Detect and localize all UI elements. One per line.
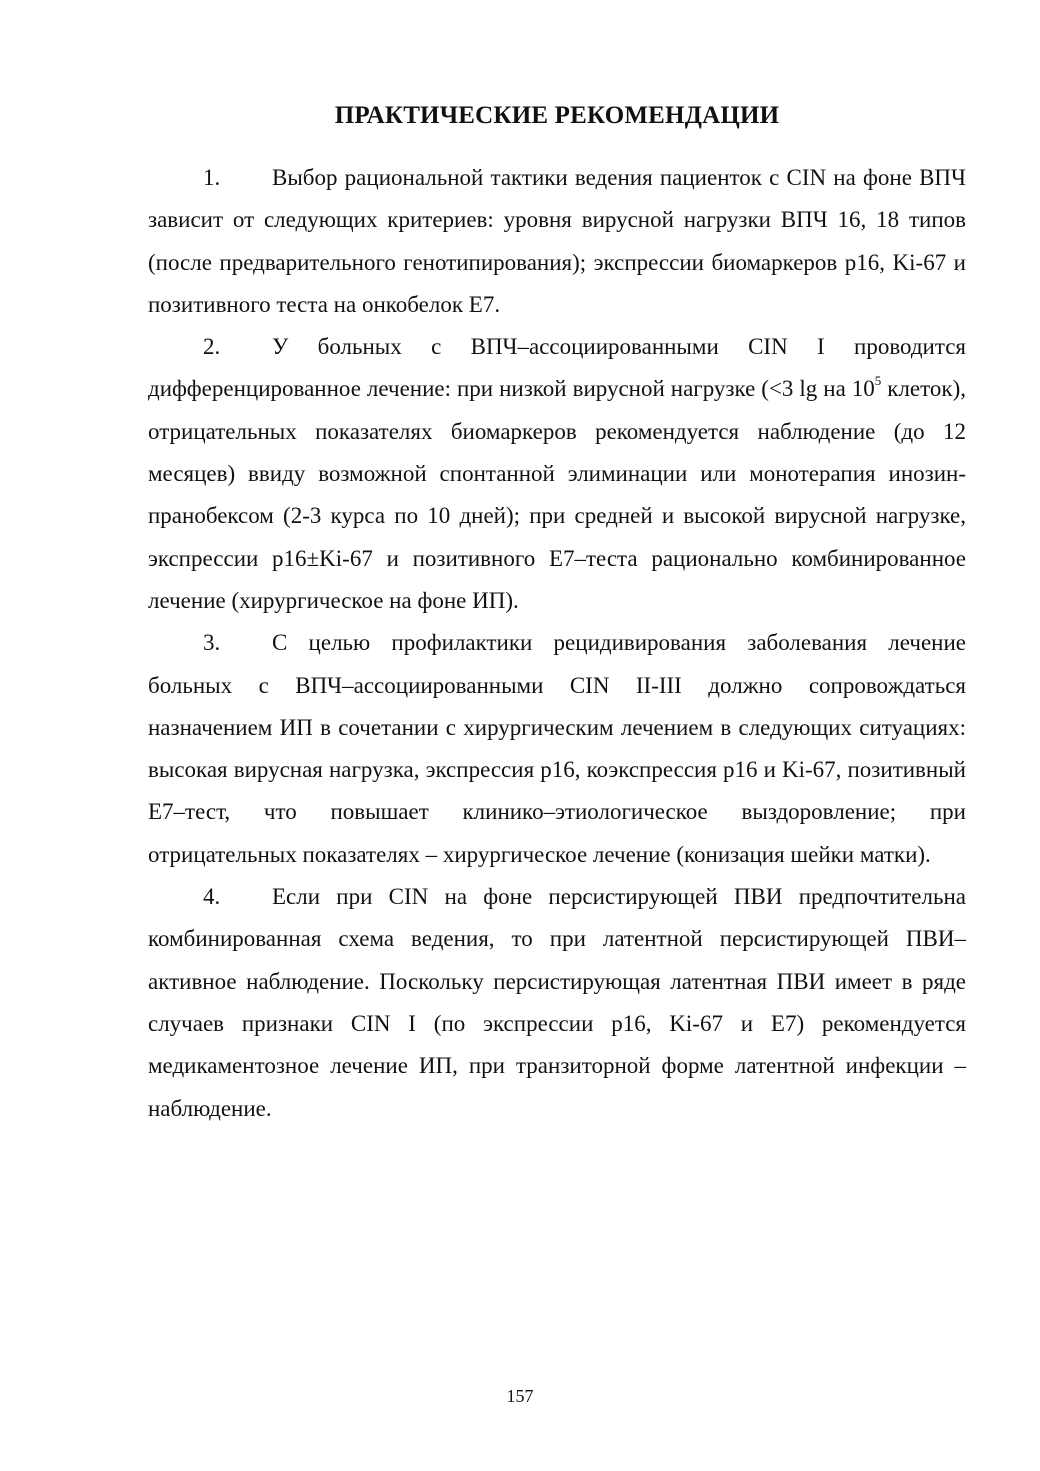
recommendations-list (148, 157, 966, 1130)
item-text: Если при CIN на фоне персистирующей ПВИ предпочтительна комбинированная схема ведения, то при латентной персистирующей ПВИ–активное наблюдение. Поскольку персистирующая латентная ПВИ имеет в ряде случаев признаки CIN I (по экспрессии p16, Ki-67 и E7) рекомендуется медикаментозное лечение ИП, при транзиторной форме латентной инфекции – наблюдение. (148, 884, 966, 1121)
recommendation-3 (148, 622, 966, 876)
recommendation-1 (148, 157, 966, 326)
item-number: 2. (203, 334, 221, 360)
item-text: Выбор рациональной тактики ведения пациенток с CIN на фоне ВПЧ зависит от следующих критериев: уровня вирусной нагрузки ВПЧ 16, 18 типов (после предварительного генотипирования); экспрессии биомаркеров p16, Ki-67 и позитивного теста на онкобелок E7. (148, 165, 966, 317)
item-number: 1. (203, 165, 221, 190)
page-number: 157 (506, 1386, 534, 1406)
item-text-part: клеток), отрицательных показателях биомаркеров рекомендуется наблюдение (до 12 месяцев) ввиду возможной спонтанной элиминации или монотерапия инозин-пранобексом (2-3 курса по 10 дней); при средней и высокой вирусной нагрузке, экспрессии p16±Ki-67 и позитивного E7–теста рационально комбинированное лечение (хирургическое на фоне ИП). (148, 376, 966, 613)
page-title: ПРАКТИЧЕСКИЕ РЕКОМЕНДАЦИИ (334, 102, 780, 129)
item-number: 3. (203, 630, 221, 656)
item-text-part: У больных с ВПЧ–ассоциированными CIN I проводится дифференцированное лечение: при низкой вирусной нагрузке (<3 lg на 10 (148, 334, 966, 402)
item-number: 4. (203, 884, 221, 910)
superscript-exponent: 5 (874, 373, 882, 389)
recommendation-2 (148, 326, 966, 622)
item-text: С целью профилактики рецидивирования заболевания лечение больных с ВПЧ–ассоциированными CIN II-III должно сопровождаться назначением ИП в сочетании с хирургическим лечением в следующих ситуациях: высокая вирусная нагрузка, экспрессия p16, коэкспрессия p16 и Ki-67, позитивный E7–тест, что повышает клинико–этиологическое выздоровление; при отрицательных показателях – хирургическое лечение (конизация шейки матки). (148, 630, 966, 867)
recommendation-4 (148, 876, 966, 1130)
